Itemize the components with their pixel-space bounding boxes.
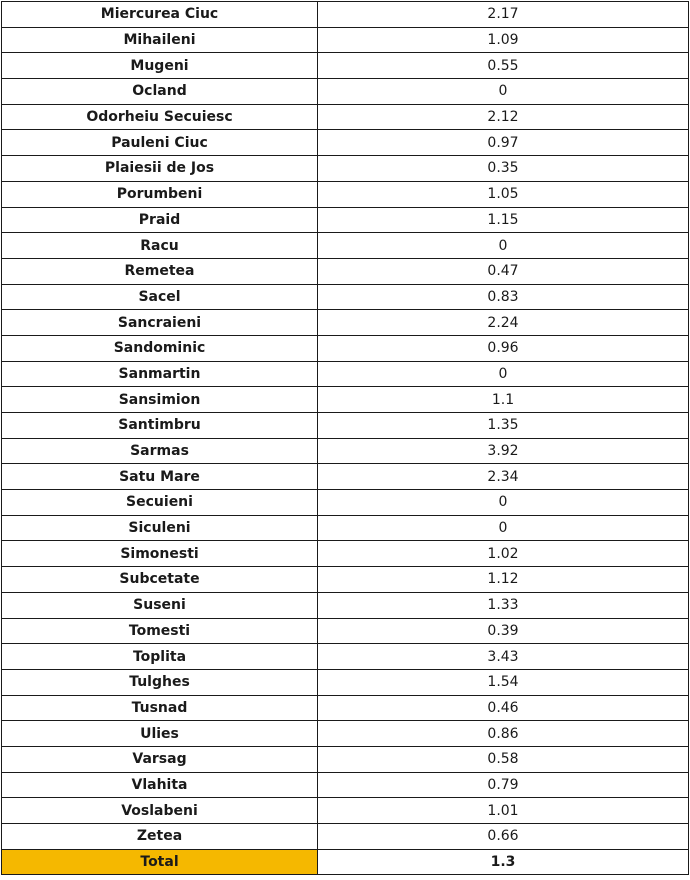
locality-value-cell[interactable]: 1.09	[318, 27, 689, 53]
locality-name-cell[interactable]: Secuieni	[2, 490, 318, 516]
table-row	[2, 284, 689, 310]
table-row	[2, 387, 689, 413]
locality-value-cell[interactable]: 1.01	[318, 798, 689, 824]
locality-name-cell[interactable]: Tulghes	[2, 669, 318, 695]
total-row	[2, 849, 689, 875]
locality-name-cell[interactable]: Vlahita	[2, 772, 318, 798]
locality-name-cell[interactable]: Tomesti	[2, 618, 318, 644]
locality-value-cell[interactable]: 0	[318, 361, 689, 387]
table-row	[2, 156, 689, 182]
table-row	[2, 721, 689, 747]
locality-value-cell[interactable]: 2.12	[318, 104, 689, 130]
total-value-cell[interactable]: 1.3	[318, 849, 689, 875]
table-row	[2, 798, 689, 824]
locality-value-cell[interactable]: 1.05	[318, 181, 689, 207]
locality-name-cell[interactable]: Sansimion	[2, 387, 318, 413]
locality-name-cell[interactable]: Satu Mare	[2, 464, 318, 490]
locality-value-cell[interactable]: 0.35	[318, 156, 689, 182]
locality-name-cell[interactable]: Santimbru	[2, 413, 318, 439]
table-row	[2, 2, 689, 28]
locality-name-cell[interactable]: Toplita	[2, 644, 318, 670]
locality-name-cell[interactable]: Siculeni	[2, 515, 318, 541]
locality-value-cell[interactable]: 0.97	[318, 130, 689, 156]
table-row	[2, 567, 689, 593]
locality-value-cell[interactable]: 1.12	[318, 567, 689, 593]
locality-name-cell[interactable]: Zetea	[2, 824, 318, 850]
locality-value-cell[interactable]: 0.83	[318, 284, 689, 310]
table-row	[2, 104, 689, 130]
locality-name-cell[interactable]: Ocland	[2, 79, 318, 105]
locality-name-cell[interactable]: Sanmartin	[2, 361, 318, 387]
table-row	[2, 53, 689, 79]
locality-name-cell[interactable]: Varsag	[2, 746, 318, 772]
locality-name-cell[interactable]: Sancraieni	[2, 310, 318, 336]
table-row	[2, 772, 689, 798]
locality-name-cell[interactable]: Praid	[2, 207, 318, 233]
table-row	[2, 181, 689, 207]
locality-value-cell[interactable]: 0.79	[318, 772, 689, 798]
locality-value-cell[interactable]: 1.1	[318, 387, 689, 413]
locality-name-cell[interactable]: Racu	[2, 233, 318, 259]
locality-value-cell[interactable]: 1.02	[318, 541, 689, 567]
table-row	[2, 541, 689, 567]
locality-name-cell[interactable]: Odorheiu Secuiesc	[2, 104, 318, 130]
table-row	[2, 27, 689, 53]
locality-name-cell[interactable]: Mihaileni	[2, 27, 318, 53]
locality-name-cell[interactable]: Sandominic	[2, 335, 318, 361]
locality-name-cell[interactable]: Simonesti	[2, 541, 318, 567]
table-row	[2, 335, 689, 361]
table-row	[2, 361, 689, 387]
locality-value-cell[interactable]: 1.15	[318, 207, 689, 233]
locality-name-cell[interactable]: Miercurea Ciuc	[2, 2, 318, 28]
table-row	[2, 438, 689, 464]
locality-name-cell[interactable]: Remetea	[2, 258, 318, 284]
table-row	[2, 644, 689, 670]
locality-name-cell[interactable]: Mugeni	[2, 53, 318, 79]
locality-value-cell[interactable]: 2.34	[318, 464, 689, 490]
locality-name-cell[interactable]: Pauleni Ciuc	[2, 130, 318, 156]
table-row	[2, 490, 689, 516]
table-row	[2, 695, 689, 721]
locality-value-cell[interactable]: 2.24	[318, 310, 689, 336]
table-row	[2, 413, 689, 439]
total-label-cell[interactable]: Total	[2, 849, 318, 875]
locality-value-cell[interactable]: 0.66	[318, 824, 689, 850]
table-row	[2, 592, 689, 618]
locality-name-cell[interactable]: Voslabeni	[2, 798, 318, 824]
locality-name-cell[interactable]: Sarmas	[2, 438, 318, 464]
locality-value-cell[interactable]: 0	[318, 490, 689, 516]
locality-value-cell[interactable]: 0.46	[318, 695, 689, 721]
locality-value-cell[interactable]: 0	[318, 515, 689, 541]
table-row	[2, 746, 689, 772]
locality-name-cell[interactable]: Subcetate	[2, 567, 318, 593]
table-row	[2, 515, 689, 541]
locality-value-cell[interactable]: 3.92	[318, 438, 689, 464]
table-body	[2, 2, 689, 875]
locality-name-cell[interactable]: Suseni	[2, 592, 318, 618]
locality-value-cell[interactable]: 0.96	[318, 335, 689, 361]
locality-value-cell[interactable]: 1.33	[318, 592, 689, 618]
table-row	[2, 130, 689, 156]
locality-value-cell[interactable]: 0.58	[318, 746, 689, 772]
locality-value-cell[interactable]: 0.86	[318, 721, 689, 747]
table-row	[2, 618, 689, 644]
data-table	[1, 1, 689, 875]
locality-name-cell[interactable]: Sacel	[2, 284, 318, 310]
table-row	[2, 233, 689, 259]
locality-name-cell[interactable]: Porumbeni	[2, 181, 318, 207]
locality-name-cell[interactable]: Ulies	[2, 721, 318, 747]
locality-value-cell[interactable]: 3.43	[318, 644, 689, 670]
locality-value-cell[interactable]: 0	[318, 79, 689, 105]
locality-value-cell[interactable]: 1.35	[318, 413, 689, 439]
table-row	[2, 207, 689, 233]
locality-name-cell[interactable]: Plaiesii de Jos	[2, 156, 318, 182]
locality-value-cell[interactable]: 0.55	[318, 53, 689, 79]
table-row	[2, 824, 689, 850]
table-row	[2, 464, 689, 490]
locality-name-cell[interactable]: Tusnad	[2, 695, 318, 721]
locality-value-cell[interactable]: 0.47	[318, 258, 689, 284]
table-row	[2, 79, 689, 105]
locality-value-cell[interactable]: 2.17	[318, 2, 689, 28]
locality-value-cell[interactable]: 1.54	[318, 669, 689, 695]
table-row	[2, 310, 689, 336]
table-row	[2, 669, 689, 695]
locality-value-cell[interactable]: 0.39	[318, 618, 689, 644]
locality-value-cell[interactable]: 0	[318, 233, 689, 259]
table-row	[2, 258, 689, 284]
